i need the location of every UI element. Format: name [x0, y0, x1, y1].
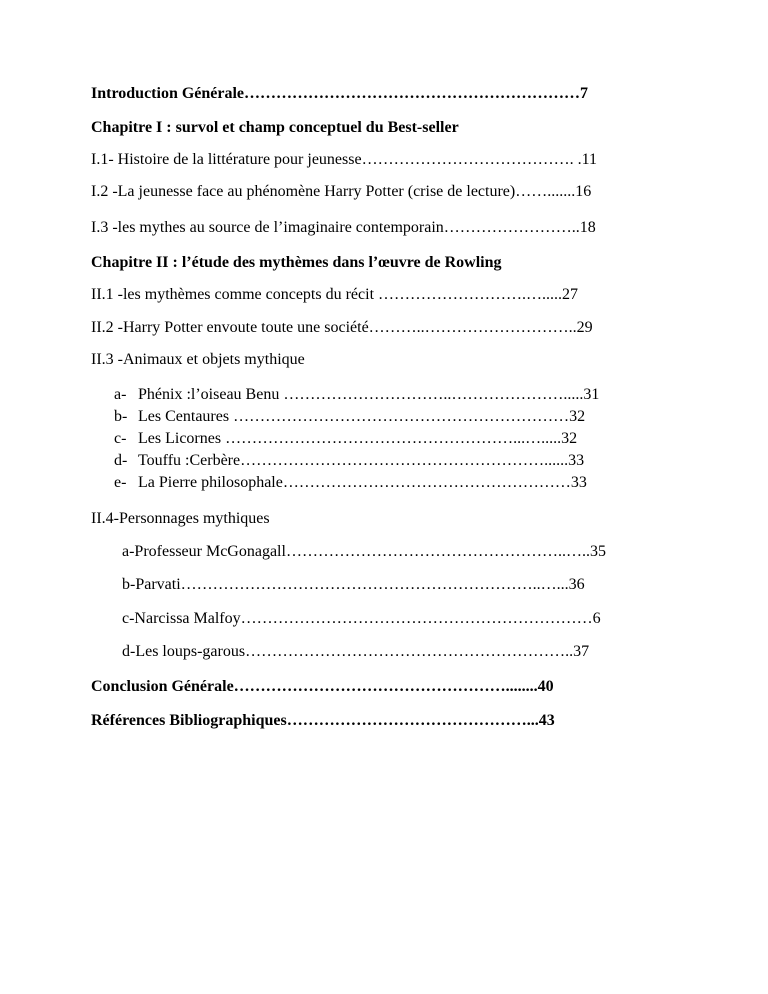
toc-entry-i2: I.2 -La jeunesse face au phénomène Harry Potter (crise de lecture)…….......16	[91, 183, 592, 200]
toc-entry-i1: I.1- Histoire de la littérature pour jeunesse…………………………………. .11	[91, 151, 597, 168]
chapter-1-title: Chapitre I : survol et champ conceptuel du Best-seller	[91, 119, 459, 136]
list-item: Les Licornes ………………………………………………...….....32	[138, 430, 578, 447]
list-marker: b-	[114, 408, 128, 425]
toc-references: Références Bibliographiques………………………………………...43	[91, 712, 555, 729]
list-item: d-Les loups-garous……………………………………………………..37	[122, 643, 590, 660]
list-item: Les Centaures ………………………………………………………32	[138, 408, 586, 425]
list-marker: c-	[114, 430, 127, 447]
toc-introduction: Introduction Générale………………………………………………………7	[91, 85, 589, 102]
list-item: a-Professeur McGonagall……………………………………………..…..35	[122, 543, 606, 560]
list-item: La Pierre philosophale………………………………………………33	[138, 474, 587, 491]
list-item: c-Narcissa Malfoy…………………………………………………………6	[122, 610, 601, 627]
list-marker: e-	[114, 474, 127, 491]
list-item: b-Parvati…………………………………………………………..…...36	[122, 576, 585, 593]
toc-conclusion: Conclusion Générale……………………………………………........40	[91, 678, 554, 695]
toc-entry-ii1: II.1 -les mythèmes comme concepts du récit ……………………….….....27	[91, 286, 579, 303]
toc-entry-ii4: II.4-Personnages mythiques	[91, 510, 270, 527]
toc-entry-i3: I.3 -les mythes au source de l’imaginaire contemporain……………………..18	[91, 219, 596, 236]
chapter-2-title: Chapitre II : l’étude des mythèmes dans l’œuvre de Rowling	[91, 254, 502, 271]
toc-entry-ii3: II.3 -Animaux et objets mythique	[91, 351, 305, 368]
list-item: Phénix :l’oiseau Benu …………………………..………………….....31	[138, 386, 600, 403]
toc-entry-ii2: II.2 -Harry Potter envoute toute une société………..………………………..29	[91, 319, 593, 336]
list-marker: a-	[114, 386, 127, 403]
list-marker: d-	[114, 452, 128, 469]
list-item: Touffu :Cerbère…………………………………………………......33	[138, 452, 585, 469]
